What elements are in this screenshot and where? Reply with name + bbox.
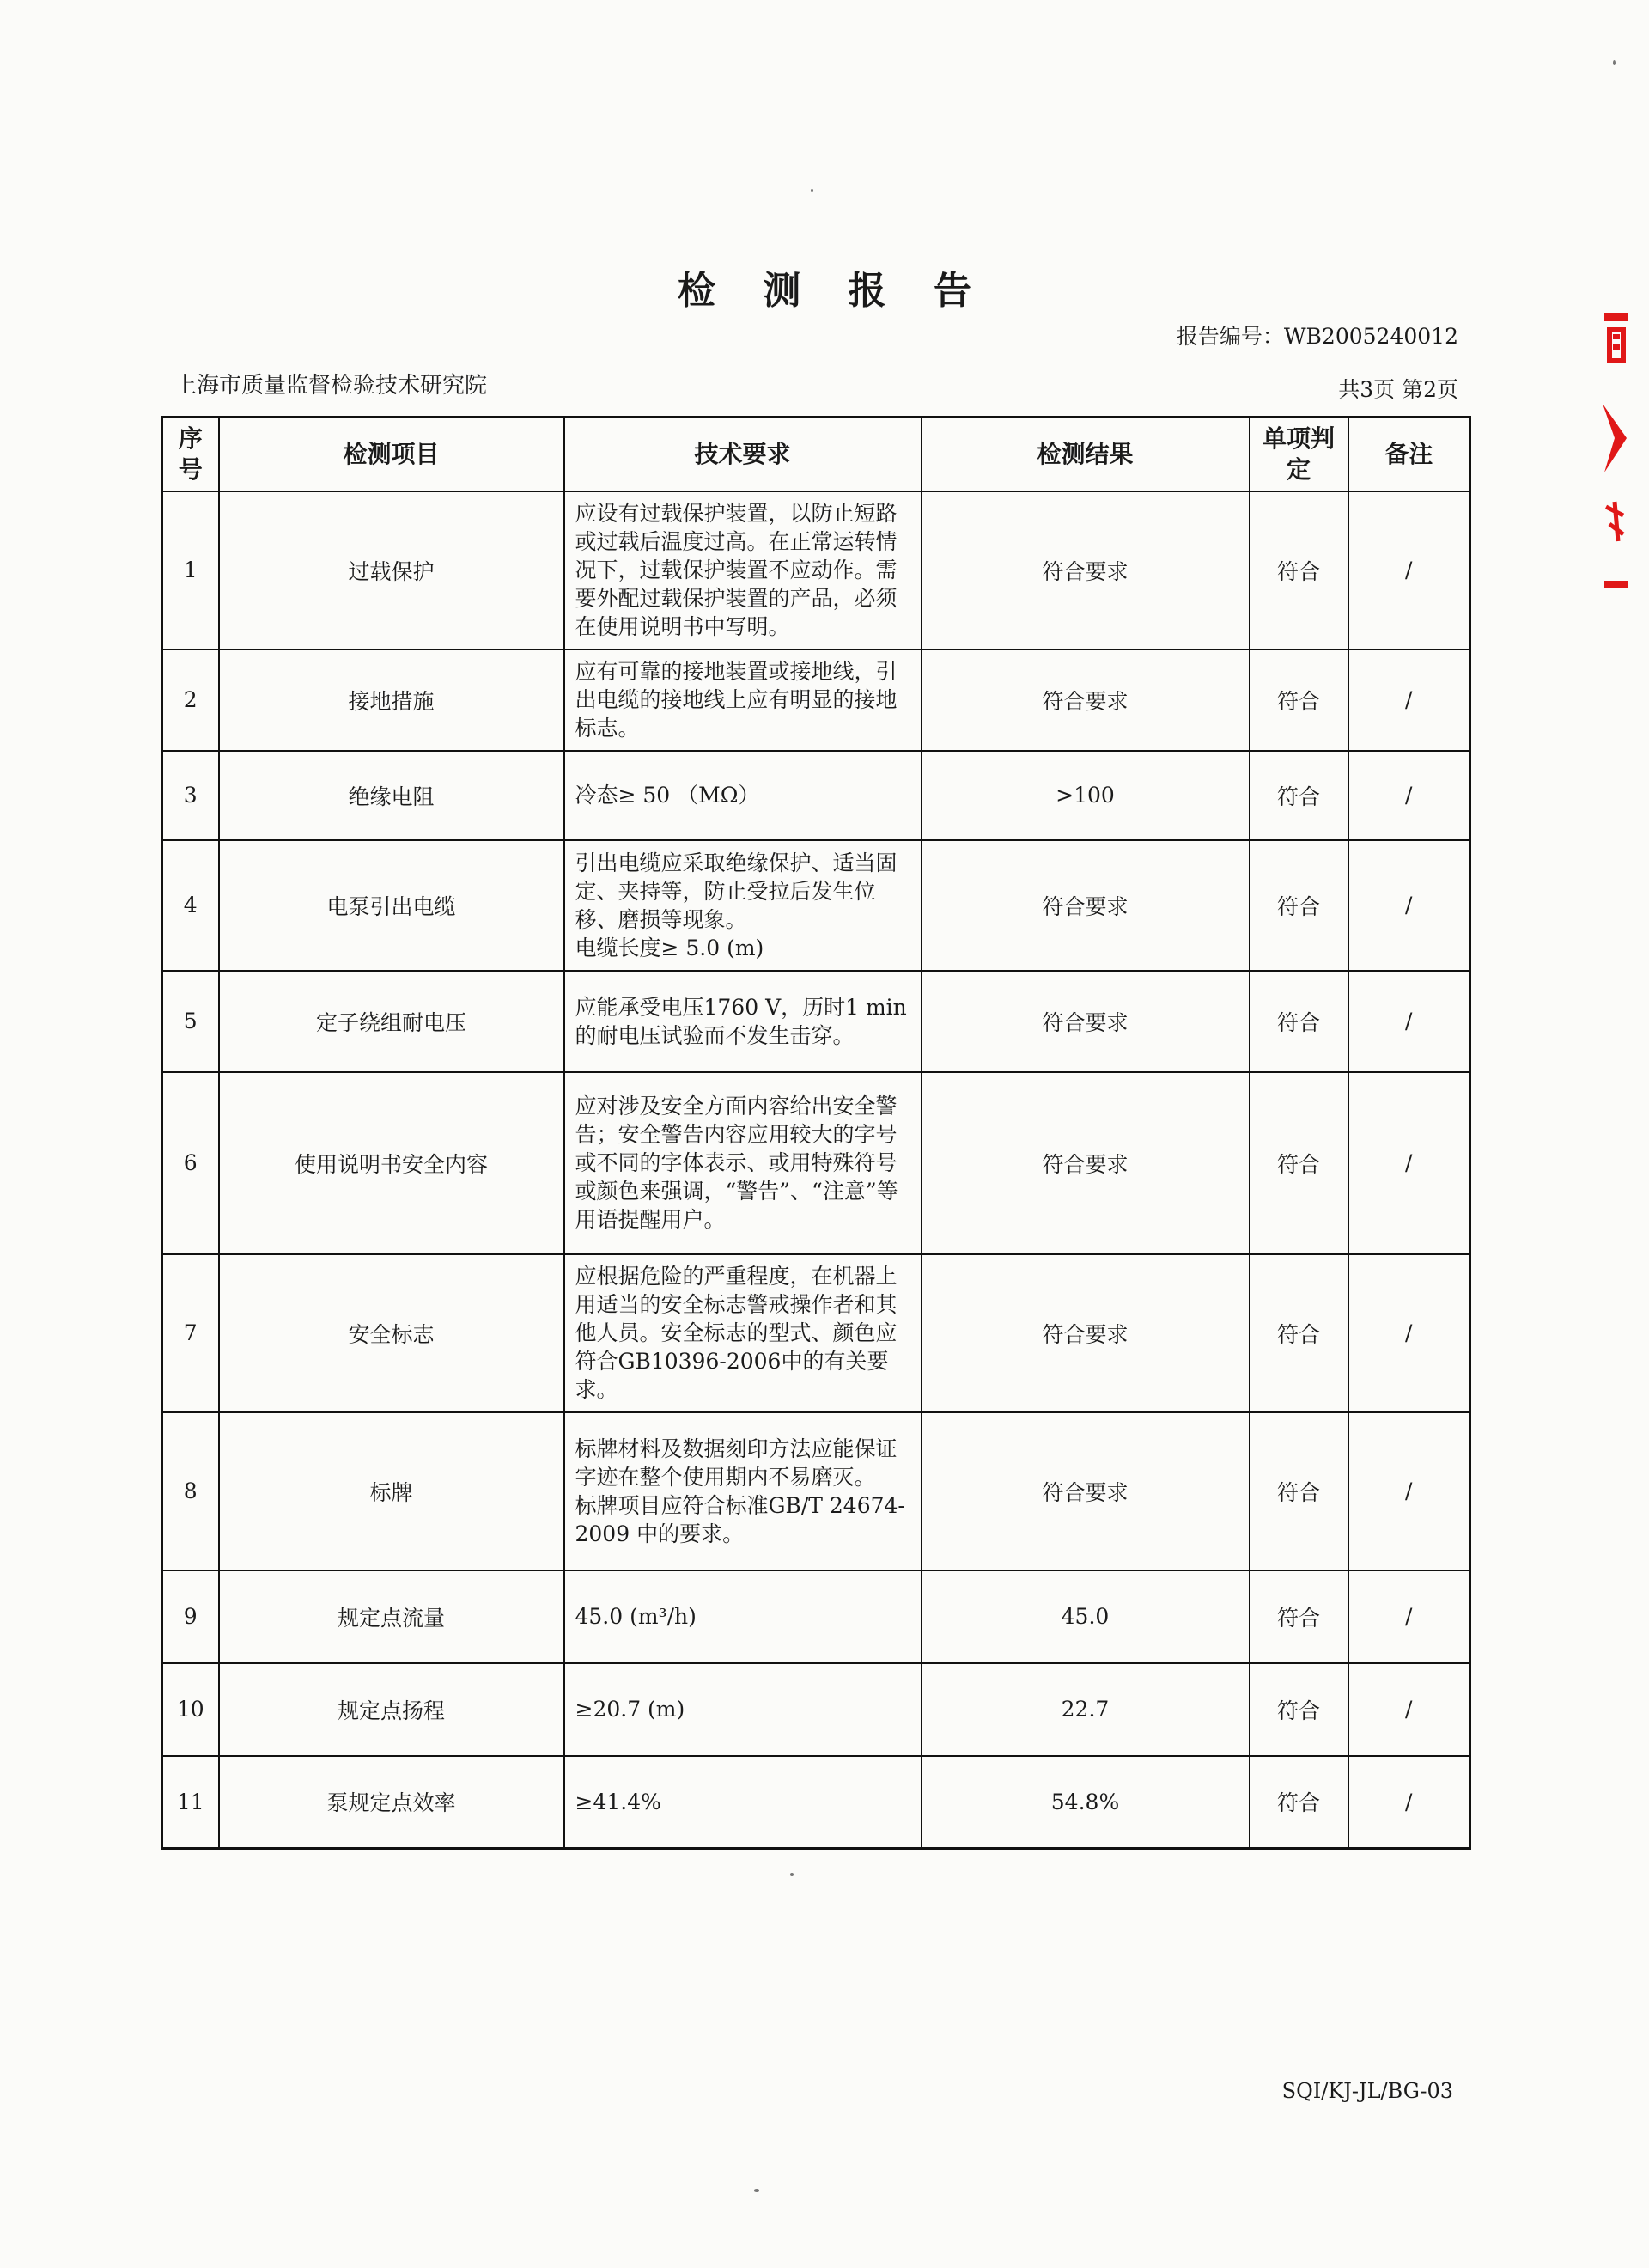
row-result: 符合要求 [922,491,1250,649]
row-item: 使用说明书安全内容 [219,1072,564,1254]
column-header-requirement: 技术要求 [564,418,922,491]
row-verdict: 符合 [1250,491,1348,649]
row-remark: / [1348,840,1470,971]
row-item: 接地措施 [219,649,564,751]
table-row [162,971,1470,1072]
row-remark: / [1348,491,1470,649]
report-number: 报告编号：WB2005240012 [1176,324,1458,349]
row-result: 符合要求 [922,649,1250,751]
page-indicator: 共3页 第2页 [1338,377,1458,402]
row-requirement: 应有可靠的接地装置或接地线，引出电缆的接地线上应有明显的接地标志。 [564,649,922,751]
red-stamp-fragment [1597,309,1632,601]
row-result: 54.8% [922,1756,1250,1849]
stamp-glyph-1 [1609,330,1623,361]
row-requirement: 应设有过载保护装置，以防止短路或过载后温度过高。在正常运转情况下，过载保护装置不应动作。需要外配过载保护装置的产品，必须在使用说明书中写明。 [564,491,922,649]
row-requirement: 引出电缆应采取绝缘保护、适当固定、夹持等，防止受拉后发生位移、磨损等现象。 电缆长度≥ 5.0 (m) [564,840,922,971]
row-result: 22.7 [922,1663,1250,1756]
stamp-bar-top [1604,313,1628,321]
row-remark: / [1348,1663,1470,1756]
table-row [162,1663,1470,1756]
column-header-verdict: 单项判定 [1250,418,1348,491]
row-requirement: ≥20.7 (m) [564,1663,922,1756]
row-remark: / [1348,971,1470,1072]
table-row [162,1412,1470,1570]
row-verdict: 符合 [1250,1663,1348,1756]
table-row [162,1254,1470,1412]
row-requirement: 应对涉及安全方面内容给出安全警告；安全警告内容应用较大的字号或不同的字体表示、或用特殊符号或颜色来强调，“警告”、“注意”等用语提醒用户。 [564,1072,922,1254]
row-verdict: 符合 [1250,1570,1348,1663]
row-item: 安全标志 [219,1254,564,1412]
column-header-no: 序号 [162,418,219,491]
row-remark: / [1348,1254,1470,1412]
table-header-row [162,418,1470,491]
form-code: SQI/KJ-JL/BG-03 [1281,2079,1453,2103]
column-header-remark: 备注 [1348,418,1470,491]
row-requirement: ≥41.4% [564,1756,922,1849]
row-item: 泵规定点效率 [219,1756,564,1849]
stamp-glyph-3 [1606,502,1623,541]
scan-speck [754,2189,759,2192]
column-header-result: 检测结果 [922,418,1250,491]
row-number: 9 [162,1570,219,1663]
table-row [162,751,1470,840]
row-number: 10 [162,1663,219,1756]
row-verdict: 符合 [1250,971,1348,1072]
row-verdict: 符合 [1250,1756,1348,1849]
row-item: 规定点流量 [219,1570,564,1663]
row-number: 4 [162,840,219,971]
row-requirement: 应能承受电压1760 V，历时1 min的耐电压试验而不发生击穿。 [564,971,922,1072]
row-result: 符合要求 [922,1072,1250,1254]
row-verdict: 符合 [1250,1072,1348,1254]
row-requirement: 45.0 (m³/h) [564,1570,922,1663]
row-number: 1 [162,491,219,649]
stamp-bar-bottom [1604,581,1628,588]
table-row [162,1756,1470,1849]
institute-name: 上海市质量监督检验技术研究院 [174,373,488,399]
row-result: 45.0 [922,1570,1250,1663]
row-result: >100 [922,751,1250,840]
row-item: 绝缘电阻 [219,751,564,840]
row-number: 5 [162,971,219,1072]
row-number: 2 [162,649,219,751]
row-number: 8 [162,1412,219,1570]
row-number: 3 [162,751,219,840]
inspection-table [161,416,1471,1850]
row-verdict: 符合 [1250,649,1348,751]
table-row [162,1570,1470,1663]
row-number: 7 [162,1254,219,1412]
row-item: 电泵引出电缆 [219,840,564,971]
row-number: 6 [162,1072,219,1254]
row-remark: / [1348,1412,1470,1570]
row-item: 过载保护 [219,491,564,649]
row-requirement: 标牌材料及数据刻印方法应能保证字迹在整个使用期内不易磨灭。 标牌项目应符合标准GB/T 24674-2009 中的要求。 [564,1412,922,1570]
row-verdict: 符合 [1250,1412,1348,1570]
row-remark: / [1348,751,1470,840]
table-row [162,491,1470,649]
row-verdict: 符合 [1250,840,1348,971]
table-body [162,491,1470,1849]
row-result: 符合要求 [922,840,1250,971]
row-remark: / [1348,1570,1470,1663]
row-verdict: 符合 [1250,751,1348,840]
table-row [162,649,1470,751]
row-item: 定子绕组耐电压 [219,971,564,1072]
row-item: 规定点扬程 [219,1663,564,1756]
scan-speck [811,189,813,192]
row-remark: / [1348,649,1470,751]
scan-speck [1613,60,1616,65]
scan-speck [790,1873,794,1876]
row-result: 符合要求 [922,1412,1250,1570]
column-header-item: 检测项目 [219,418,564,491]
row-remark: / [1348,1072,1470,1254]
report-title: 检 测 报 告 [678,269,989,313]
row-remark: / [1348,1756,1470,1849]
table-row [162,840,1470,971]
row-number: 11 [162,1756,219,1849]
row-requirement: 应根据危险的严重程度，在机器上用适当的安全标志警戒操作者和其他人员。安全标志的型式、颜色应符合GB10396-2006中的有关要求。 [564,1254,922,1412]
row-requirement: 冷态≥ 50 （MΩ） [564,751,922,840]
stamp-glyph-2 [1603,404,1627,472]
table-row [162,1072,1470,1254]
row-result: 符合要求 [922,971,1250,1072]
row-item: 标牌 [219,1412,564,1570]
row-result: 符合要求 [922,1254,1250,1412]
row-verdict: 符合 [1250,1254,1348,1412]
